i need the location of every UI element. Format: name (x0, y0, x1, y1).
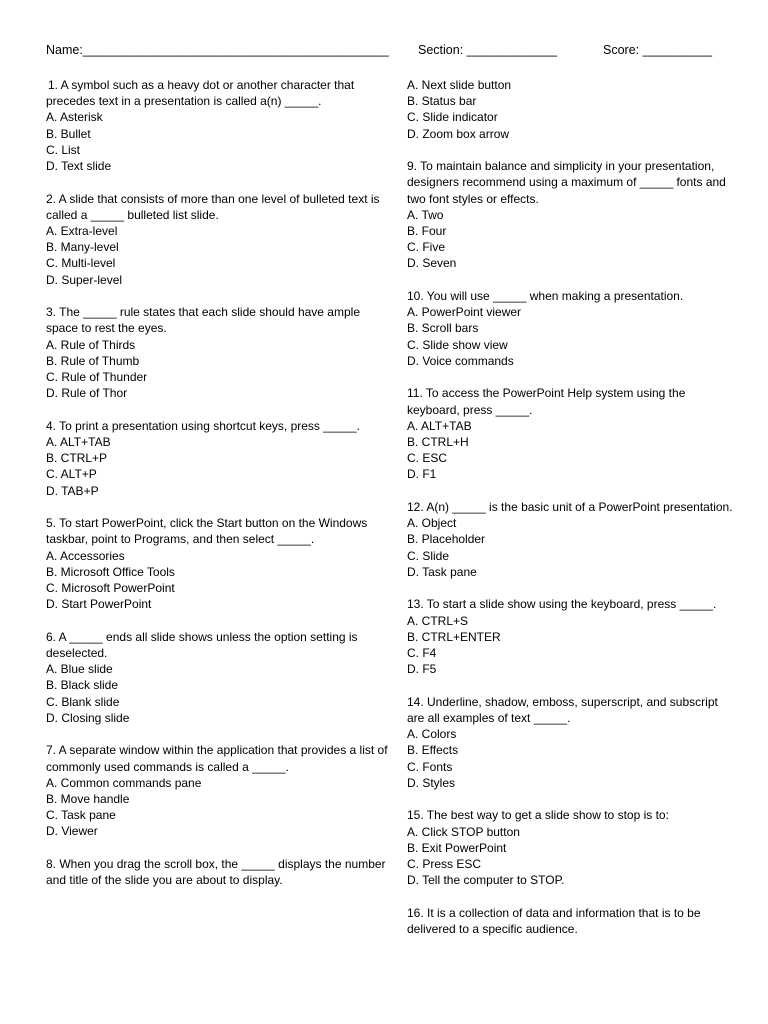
answer-option[interactable]: B. Rule of Thumb (46, 353, 140, 368)
question-text: 16. It is a collection of data and information that is to be delivered to a specific audience. (407, 905, 701, 937)
answer-option[interactable]: B. Scroll bars (407, 321, 479, 336)
right-column (407, 77, 733, 954)
question-text: 8. When you drag the scroll box, the _____ displays the number and title of the slide you are about to display. (46, 857, 386, 888)
answer-option[interactable]: C. Slide show view (407, 337, 508, 352)
question-block (46, 418, 390, 499)
answer-option[interactable]: A. Object (407, 516, 457, 531)
answer-option[interactable]: A. CTRL+S (407, 613, 469, 628)
answer-option[interactable]: C. Slide (407, 548, 450, 563)
answer-option[interactable]: B. Placeholder (407, 532, 486, 547)
answer-option[interactable]: D. Task pane (407, 564, 477, 579)
question-text: 10. You will use _____ when making a presentation. (407, 289, 684, 304)
answer-option[interactable]: C. List (46, 142, 81, 157)
answer-option[interactable]: A. Common commands pane (46, 775, 202, 790)
answer-option[interactable]: C. ESC (407, 451, 448, 466)
question-text: 9. To maintain balance and simplicity in your presentation, designers recommend using a maximum of _____ fonts and two font styles or effects. (407, 159, 726, 206)
answer-option[interactable]: A. Rule of Thirds (46, 337, 136, 352)
answer-option[interactable]: B. CTRL+P (46, 451, 108, 466)
answer-option[interactable]: D. F5 (407, 662, 437, 677)
answer-option[interactable]: C. Multi-level (46, 256, 116, 271)
answer-option[interactable]: B. Status bar (407, 94, 477, 109)
answer-option[interactable]: B. Move handle (46, 792, 130, 807)
answer-option[interactable]: A. ALT+TAB (407, 418, 472, 433)
question-block (407, 288, 733, 369)
answer-option[interactable]: A. Asterisk (46, 110, 103, 125)
question-text: 15. The best way to get a slide show to stop is to: (407, 808, 669, 823)
answer-option[interactable]: A. Next slide button (407, 78, 512, 92)
answer-option[interactable]: C. F4 (407, 646, 437, 661)
answer-option[interactable]: D. Rule of Thor (46, 386, 128, 401)
answer-option[interactable]: A. Colors (407, 727, 457, 742)
answer-option[interactable]: D. Styles (407, 775, 456, 790)
answer-option[interactable]: C. Fonts (407, 759, 453, 774)
answer-option[interactable]: B. Exit PowerPoint (407, 840, 507, 855)
question-block (46, 629, 390, 726)
answer-option[interactable]: A. Blue slide (46, 662, 113, 677)
answer-option[interactable]: B. Bullet (46, 126, 91, 141)
question-text: 11. To access the PowerPoint Help system using the keyboard, press _____. (407, 386, 686, 417)
question-text: 3. The _____ rule states that each slide should have ample space to rest the eyes. (46, 305, 360, 336)
answer-option[interactable]: D. F1 (407, 467, 437, 482)
answer-option[interactable]: C. Five (407, 240, 446, 255)
question-block (407, 596, 733, 677)
answer-option[interactable]: D. Seven (407, 256, 457, 271)
answer-option[interactable]: D. Zoom box arrow (407, 126, 510, 141)
question-block (407, 905, 733, 937)
answer-option[interactable]: B. Microsoft Office Tools (46, 564, 175, 579)
answer-option[interactable]: C. Microsoft PowerPoint (46, 581, 175, 596)
answer-option[interactable]: B. Black slide (46, 678, 119, 693)
answer-option[interactable]: B. Many-level (46, 240, 119, 255)
answer-option[interactable]: D. Viewer (46, 824, 98, 839)
answer-option[interactable]: B. CTRL+ENTER (407, 629, 501, 644)
answer-option[interactable]: A. Click STOP button (407, 824, 520, 839)
answer-option[interactable]: D. Closing slide (46, 710, 130, 725)
answer-option[interactable]: A. Accessories (46, 548, 125, 563)
answer-option[interactable]: C. ALT+P (46, 467, 97, 482)
question-block (46, 77, 390, 174)
question-8-options (407, 77, 733, 142)
question-text: 5. To start PowerPoint, click the Start button on the Windows taskbar, point to Programs, and then select _____. (46, 516, 368, 547)
answer-option[interactable]: C. Slide indicator (407, 110, 498, 125)
answer-option[interactable]: D. TAB+P (46, 483, 99, 498)
answer-option[interactable]: D. Tell the computer to STOP. (407, 873, 565, 888)
question-text: 4. To print a presentation using shortcut keys, press _____. (46, 418, 360, 433)
question-text: 2. A slide that consists of more than one level of bulleted text is called a _____ bulleted list slide. (46, 191, 380, 222)
answer-option[interactable]: A. Extra-level (46, 224, 118, 239)
answer-option[interactable]: C. Task pane (46, 808, 116, 823)
question-text: 7. A separate window within the application that provides a list of commonly used commands is called a _____. (46, 743, 388, 774)
question-text: 6. A _____ ends all slide shows unless the option setting is deselected. (46, 629, 358, 661)
answer-option[interactable]: A. ALT+TAB (46, 435, 111, 450)
answer-option[interactable]: D. Super-level (46, 272, 123, 287)
answer-option[interactable]: D. Voice commands (407, 353, 514, 368)
question-block (46, 191, 390, 288)
answer-option[interactable]: B. Effects (407, 743, 459, 758)
question-block (46, 856, 390, 888)
answer-option[interactable]: D. Text slide (46, 159, 112, 174)
question-text: 14. Underline, shadow, emboss, superscript, and subscript are all examples of text _____. (407, 694, 718, 726)
answer-option[interactable]: C. Rule of Thunder (46, 370, 148, 385)
question-block (46, 304, 390, 401)
question-block (407, 385, 733, 482)
answer-option[interactable]: A. PowerPoint viewer (407, 305, 522, 320)
question-text: 1. A symbol such as a heavy dot or another character that precedes text in a presentation is called a(n) _____. (46, 78, 355, 109)
name-field[interactable]: Name:____________________________________________ (46, 43, 389, 57)
answer-option[interactable]: C. Blank slide (46, 694, 120, 709)
answer-option[interactable]: A. Two (407, 207, 444, 222)
question-text: 12. A(n) _____ is the basic unit of a PowerPoint presentation. (407, 500, 733, 515)
question-block (46, 742, 390, 839)
question-block (407, 158, 733, 271)
answer-option[interactable]: B. CTRL+H (407, 435, 469, 450)
section-field[interactable]: Section: _____________ (418, 43, 558, 57)
question-block (407, 499, 733, 580)
question-block (407, 807, 733, 888)
question-text: 13. To start a slide show using the keyboard, press _____. (407, 597, 717, 612)
answer-option[interactable]: B. Four (407, 224, 447, 239)
left-column (46, 77, 390, 905)
question-block (407, 694, 733, 791)
question-block (46, 515, 390, 612)
score-field[interactable]: Score: __________ (603, 43, 713, 57)
answer-option[interactable]: D. Start PowerPoint (46, 597, 152, 612)
answer-option[interactable]: C. Press ESC (407, 857, 482, 872)
